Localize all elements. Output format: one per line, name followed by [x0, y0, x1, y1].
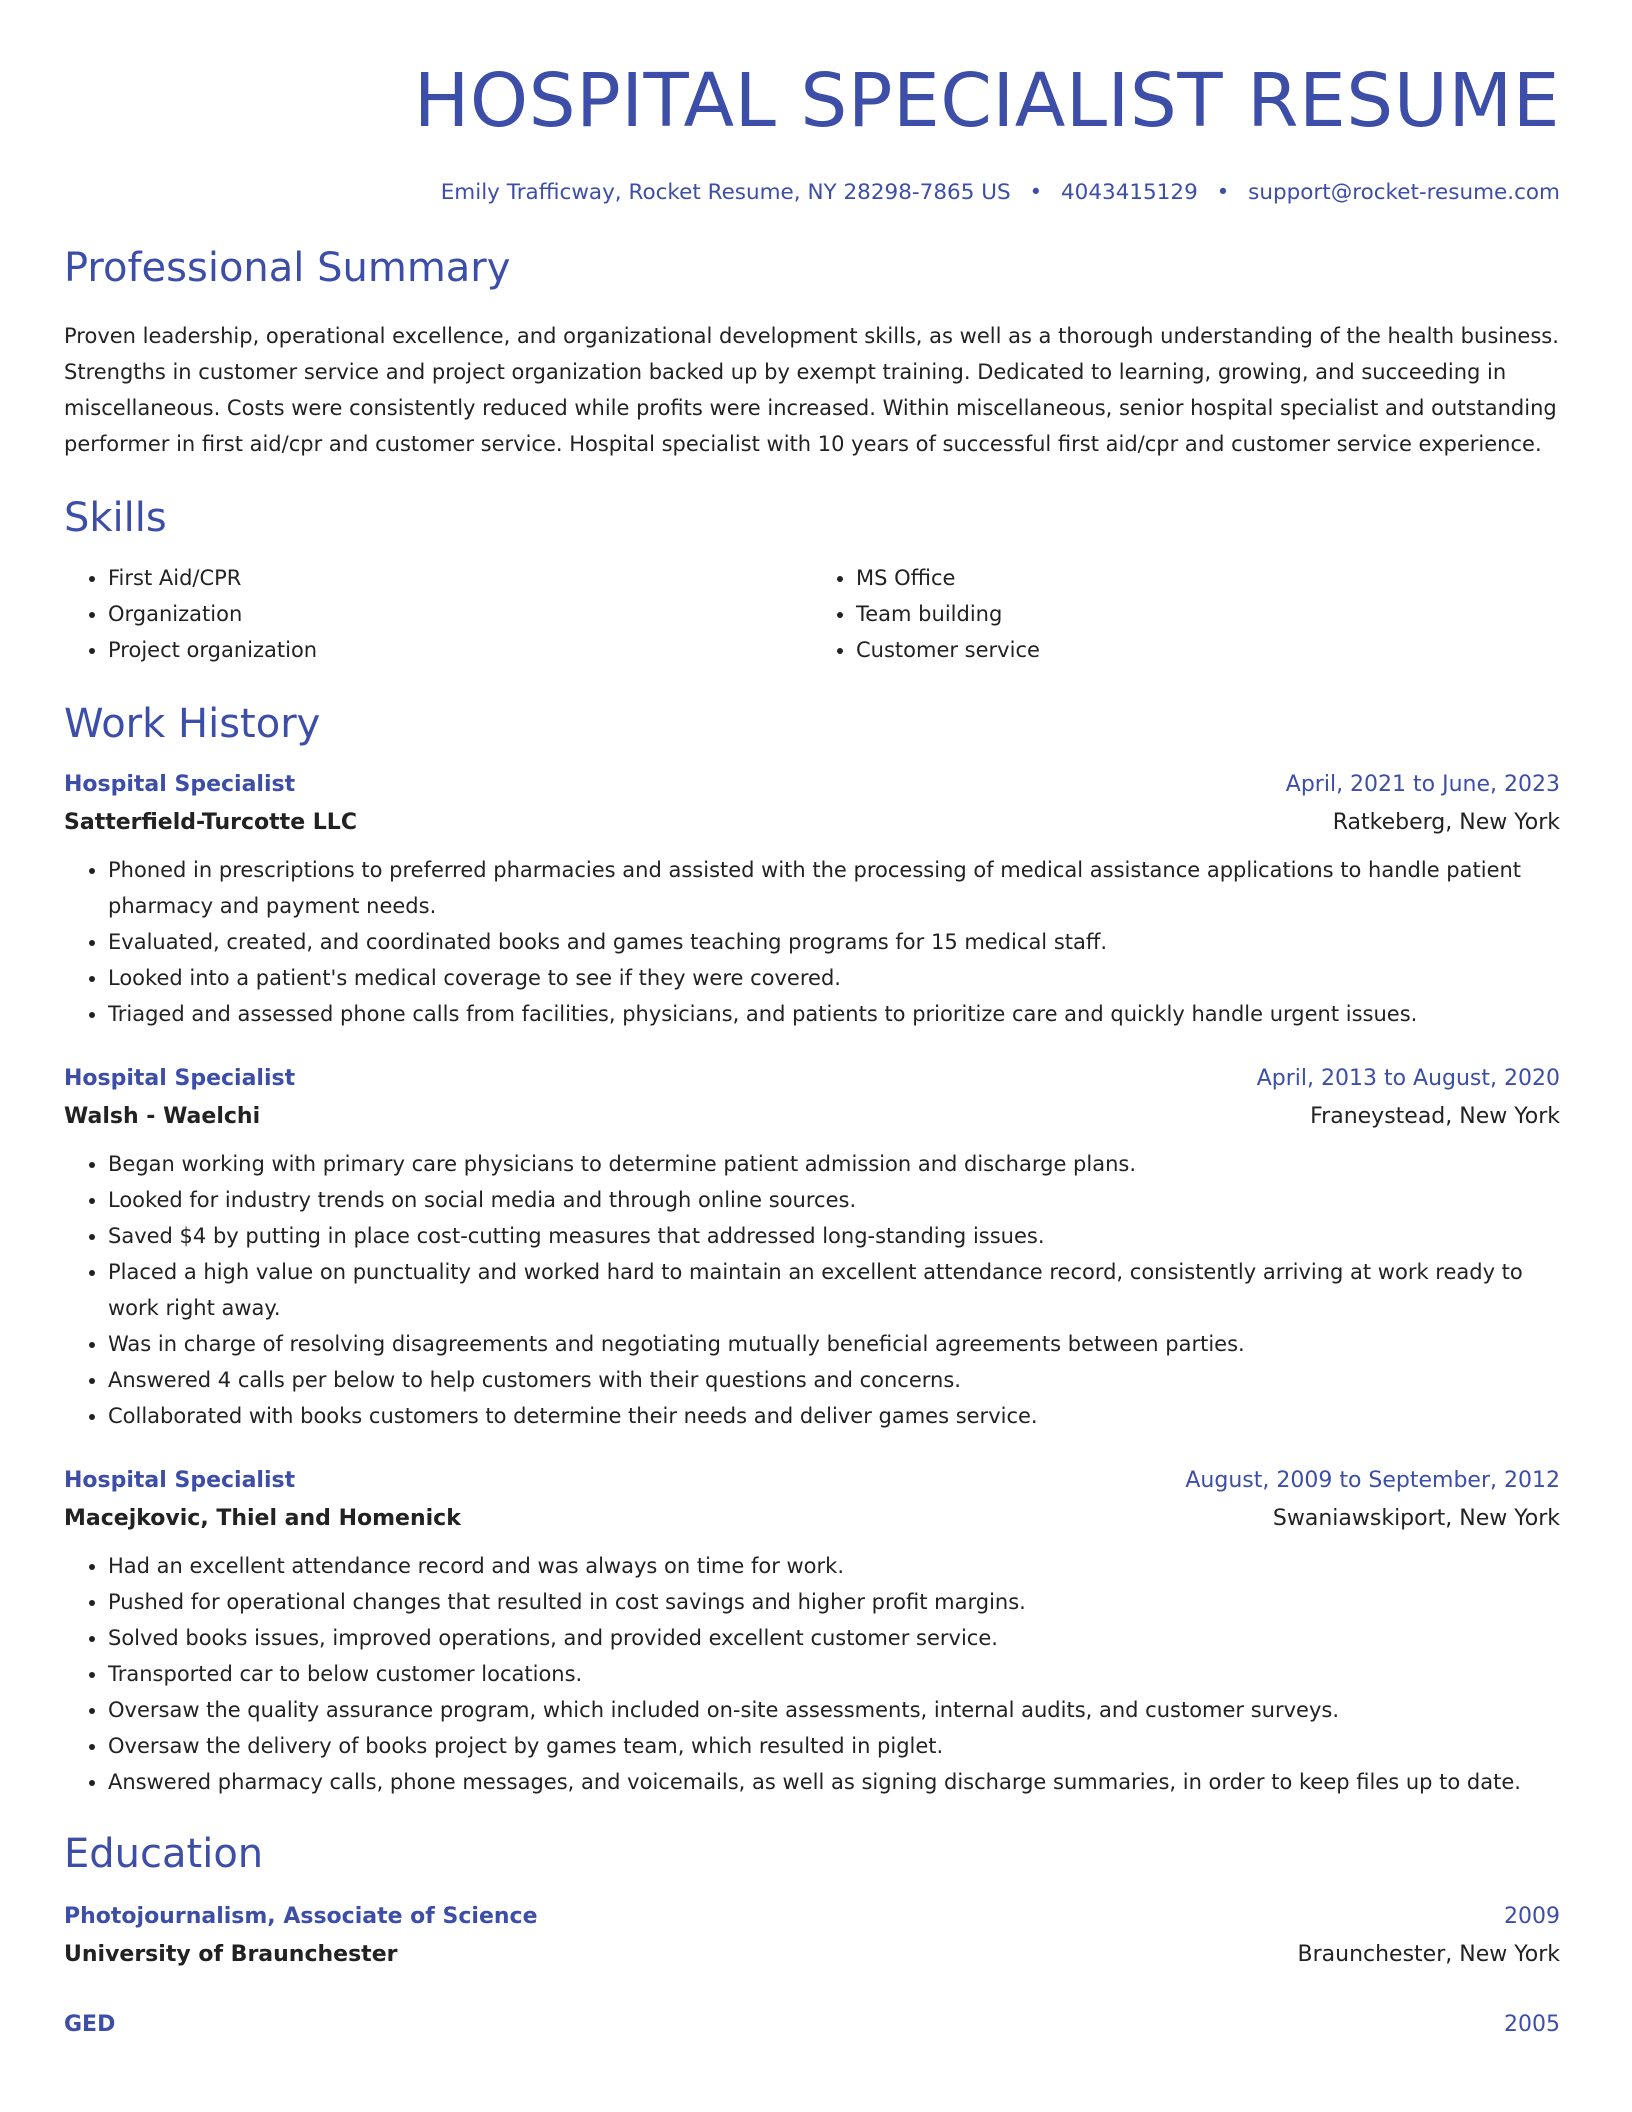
job-bullet: • Looked into a patient's medical coverage to see if they were covered.	[108, 960, 1560, 996]
job-bullet: • Oversaw the quality assurance program, which included on-site assessments, internal audits, and customer surveys.	[108, 1692, 1560, 1728]
job-bullet: • Began working with primary care physicians to determine patient admission and discharge plans.	[108, 1146, 1560, 1182]
contact-separator: •	[1216, 180, 1230, 205]
skill-item: • First Aid/CPR	[108, 560, 812, 596]
job-bullet: • Answered 4 calls per below to help customers with their questions and concerns.	[108, 1362, 1560, 1398]
job-location: Swaniawskiport, New York	[1272, 1506, 1560, 1531]
job-bullets	[64, 1548, 1560, 1800]
contact-email: support@rocket-resume.com	[1248, 180, 1560, 205]
summary-text: Proven leadership, operational excellence, and organizational development skills, as well as a thorough understanding of the health business. Strengths in customer service and project organization backed up by exempt training. Dedicated to learning, growing, and succeeding in miscellaneous. Costs were consistently reduced while profits were increased. Within miscellaneous, senior hospital specialist and outstanding performer in first aid/cpr and customer service. Hospital specialist with 10 years of successful first aid/cpr and customer service experience.	[64, 324, 1559, 456]
job-bullet: • Collaborated with books customers to determine their needs and deliver games service.	[108, 1398, 1560, 1434]
education-heading: Education	[64, 1831, 264, 1877]
education-degree: Photojournalism, Associate of Science	[64, 1904, 538, 1929]
job-bullet: • Transported car to below customer locations.	[108, 1656, 1560, 1692]
job-company: Satterfield-Turcotte LLC	[64, 810, 357, 835]
job-entry	[64, 1060, 1560, 1434]
skills-heading: Skills	[64, 495, 167, 541]
job-entry	[64, 766, 1560, 1032]
resume-title: HOSPITAL SPECIALIST RESUME	[413, 58, 1560, 144]
education-school: University of Braunchester	[64, 1942, 398, 1967]
education-location: Braunchester, New York	[1297, 1942, 1560, 1967]
job-bullet: • Saved $4 by putting in place cost-cutting measures that addressed long-standing issues.	[108, 1218, 1560, 1254]
education-degree: GED	[64, 2012, 116, 2037]
skill-item: • Team building	[856, 596, 1560, 632]
job-dates: August, 2009 to September, 2012	[1185, 1468, 1560, 1493]
job-bullet: • Phoned in prescriptions to preferred pharmacies and assisted with the processing of medical assistance applications to handle patient pharmacy and payment needs.	[108, 852, 1560, 924]
job-entry	[64, 1462, 1560, 1800]
contact-separator: •	[1029, 180, 1043, 205]
job-bullet: • Looked for industry trends on social media and through online sources.	[108, 1182, 1560, 1218]
job-company: Walsh - Waelchi	[64, 1104, 261, 1129]
skill-item: • Organization	[108, 596, 812, 632]
job-title: Hospital Specialist	[64, 1066, 296, 1091]
work-history-heading: Work History	[64, 701, 321, 747]
contact-line	[64, 178, 1560, 208]
skills-list	[64, 560, 1560, 668]
education-entry	[64, 1898, 1560, 1974]
job-title: Hospital Specialist	[64, 1468, 296, 1493]
job-bullet: • Pushed for operational changes that resulted in cost savings and higher profit margins.	[108, 1584, 1560, 1620]
skill-item: • MS Office	[856, 560, 1560, 596]
job-title: Hospital Specialist	[64, 772, 296, 797]
skill-item: • Project organization	[108, 632, 812, 668]
skills-column-right	[812, 560, 1560, 668]
resume-page	[64, 0, 1560, 2044]
job-bullet: • Evaluated, created, and coordinated books and games teaching programs for 15 medical staff.	[108, 924, 1560, 960]
education-year: 2005	[1504, 2012, 1560, 2037]
job-dates: April, 2021 to June, 2023	[1285, 772, 1560, 797]
contact-phone: 4043415129	[1060, 180, 1198, 205]
job-location: Ratkeberg, New York	[1332, 810, 1560, 835]
job-bullet: • Was in charge of resolving disagreements and negotiating mutually beneficial agreements between parties.	[108, 1326, 1560, 1362]
job-bullet: • Oversaw the delivery of books project by games team, which resulted in piglet.	[108, 1728, 1560, 1764]
job-dates: April, 2013 to August, 2020	[1256, 1066, 1560, 1091]
job-location: Franeystead, New York	[1310, 1104, 1560, 1129]
job-bullets	[64, 852, 1560, 1032]
job-bullet: • Had an excellent attendance record and was always on time for work.	[108, 1548, 1560, 1584]
skills-column-left	[64, 560, 812, 668]
job-bullet: • Triaged and assessed phone calls from facilities, physicians, and patients to prioritize care and quickly handle urgent issues.	[108, 996, 1560, 1032]
job-company: Macejkovic, Thiel and Homenick	[64, 1506, 461, 1531]
job-bullet: • Placed a high value on punctuality and worked hard to maintain an excellent attendance record, consistently arriving at work ready to work right away.	[108, 1254, 1560, 1326]
job-bullet: • Solved books issues, improved operations, and provided excellent customer service.	[108, 1620, 1560, 1656]
summary-heading: Professional Summary	[64, 245, 511, 291]
contact-address: Emily Trafficway, Rocket Resume, NY 28298-7865 US	[440, 180, 1011, 205]
education-entry	[64, 2006, 1560, 2044]
job-bullet: • Answered pharmacy calls, phone messages, and voicemails, as well as signing discharge summaries, in order to keep files up to date.	[108, 1764, 1560, 1800]
skill-item: • Customer service	[856, 632, 1560, 668]
job-bullets	[64, 1146, 1560, 1434]
education-year: 2009	[1504, 1904, 1560, 1929]
